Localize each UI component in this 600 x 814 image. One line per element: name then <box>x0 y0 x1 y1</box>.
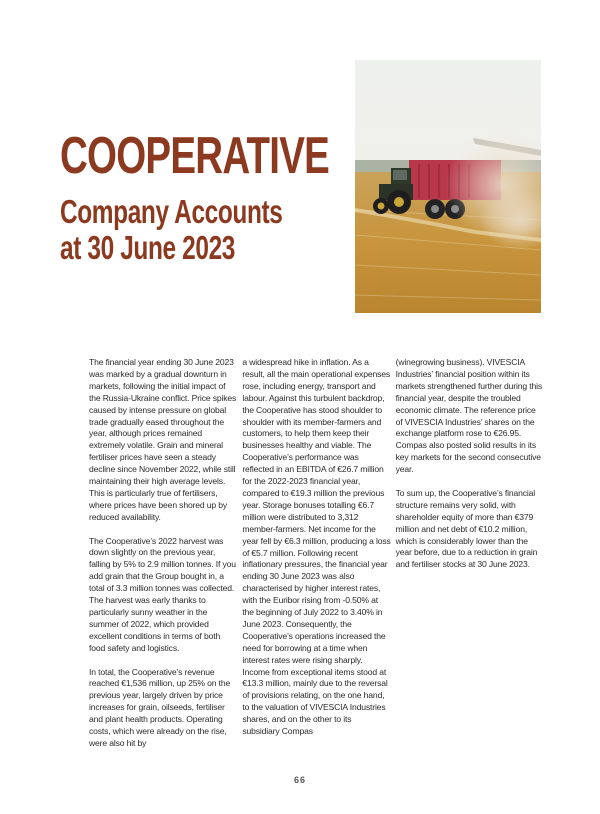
page-subtitle-line2: at 30 June 2023 <box>60 229 236 266</box>
paragraph: The Cooperative’s 2022 harvest was down slightly on the previous year, falling by 5% to 2.9 million tonnes. If you add grain that the Group bought in, a total of 3.3 million tonnes was collected. The harvest was early thanks to particularly sunny weather in the summer of 2022, which provided excellent conditions in terms of both food safety and logistics. <box>89 535 236 653</box>
paragraph: (winegrowing business). VIVESCIA Industries’ financial position within its markets strengthened further during this financial year, despite the troubled economic climate. The reference price of VIVESCIA Industries’ shares on the exchange platform rose to €26.95. Compas also posted solid results in its key markets for the second consecutive year. <box>395 357 543 475</box>
page-title: COOPERATIVE <box>60 127 330 185</box>
article-body <box>89 357 549 750</box>
harvest-photo <box>355 60 541 313</box>
paragraph: In total, the Cooperative’s revenue reached €1,536 million, up 25% on the previous year, largely driven by price increases for grain, oilseeds, fertiliser and plant health products. Operating costs, which were already on the rise, were also hit by <box>89 666 231 748</box>
page-number: 66 <box>293 775 306 785</box>
page-subtitle-line1: Company Accounts <box>60 193 283 230</box>
paragraph: To sum up, the Cooperative’s financial structure remains very solid, with shareholder equity of more than €379 million and net debt of €10.2 million, which is considerably lower than the year before, due to a reduction in grain and fertiliser stocks at 30 June 2023. <box>395 487 538 570</box>
paragraph: a widespread hike in inflation. As a result, all the main operational expenses rose, including energy, transport and labour. Against this turbulent backdrop, the Cooperative has stood shoulder to shoulder with its member-farmers and customers, to help them keep their businesses healthy and viable. The Cooperative’s performance was reflected in an EBITDA of €26.7 million for the 2022-2023 financial year, compared to €19.3 million the previous year. Storage bonuses totalling €6.7 million were distributed to 3,312 member-farmers. Net income for the year fell by €6.3 million, producing a loss of €5.7 million. Following recent inflationary pressures, the financial year ending 30 June 2023 was also characterised by higher interest rates, with the Euribor rising from -0.50% at the beginning of July 2022 to 3.40% in June 2023. Consequently, the Cooperative’s operations increased the need for borrowing at a time when interest rates were rising sharply. Income from exceptional items stood at €13.3 million, mainly due to the reversal of provisions relating, on the one hand, to the valuation of VIVESCIA Industries shares, and on the other to its subsidiary Compas <box>242 357 391 737</box>
column-2 <box>242 357 390 750</box>
column-3 <box>396 357 544 750</box>
paragraph: The financial year ending 30 June 2023 was marked by a gradual downturn in markets, following the initial impact of the Russia-Ukraine conflict. Price spikes caused by intense pressure on global trade gradually eased throughout the year, although prices remained extremely volatile. Grain and mineral fertiliser prices have seen a steady decline since November 2022, while still maintaining their high average levels. This is particularly true of fertilisers, where prices have been shored up by reduced availability. <box>89 357 237 522</box>
column-1 <box>89 357 237 750</box>
